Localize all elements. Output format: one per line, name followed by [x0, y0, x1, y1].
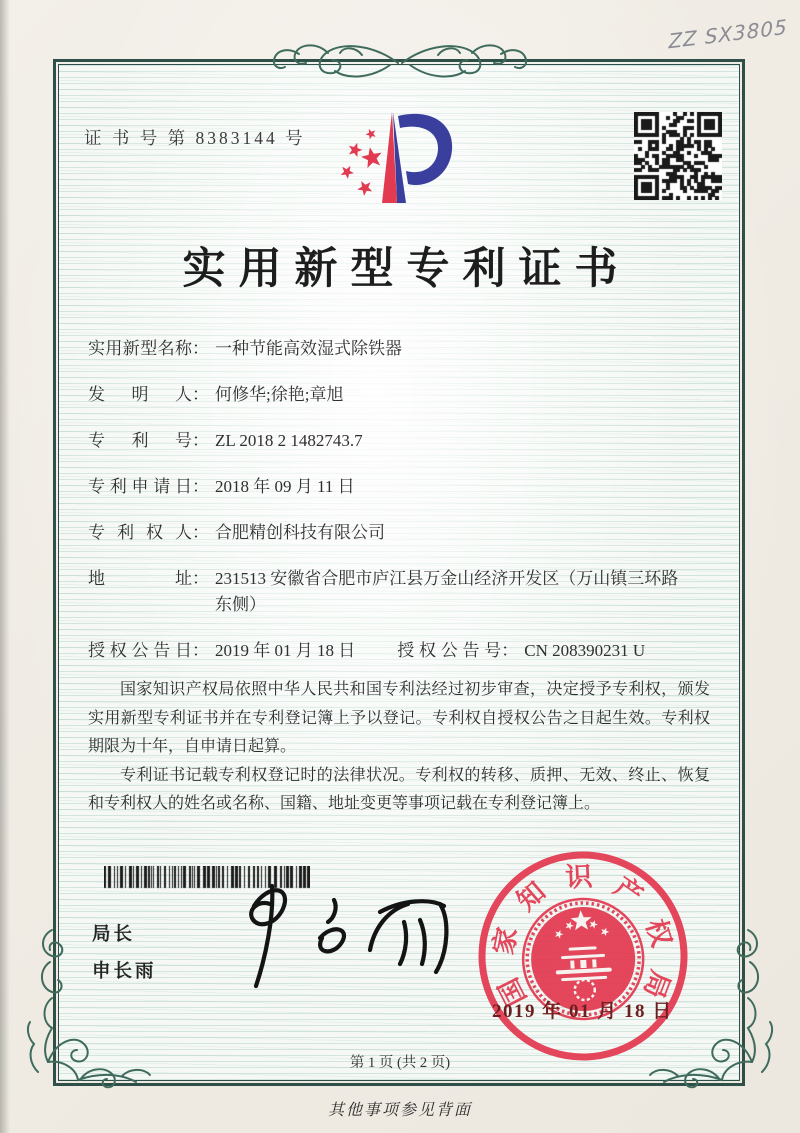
field-colon: ：	[192, 523, 209, 542]
cnipa-logo-icon	[326, 106, 476, 236]
field-label: 授权公告日	[88, 641, 192, 660]
field-row-patentee	[88, 520, 716, 546]
certificate-number: 证 书 号 第 8383144 号	[84, 128, 306, 148]
svg-text:知: 知	[511, 876, 552, 917]
svg-text:权: 权	[640, 915, 677, 951]
field-row-address	[88, 566, 716, 618]
field-label: 发明人	[88, 385, 192, 404]
field-value: 一种节能高效湿式除铁器	[215, 339, 402, 358]
field-label: 专利申请日	[88, 477, 192, 496]
svg-text:局: 局	[637, 966, 676, 1003]
svg-text:家: 家	[488, 924, 523, 958]
director-signature	[212, 866, 452, 998]
field-value: 2018 年 09 月 11 日	[215, 477, 355, 496]
page-number: 第 1 页 (共 2 页)	[349, 1055, 451, 1071]
field-colon: ：	[192, 339, 209, 358]
handwritten-note: ZZ SX3805	[668, 14, 788, 54]
field-value: 何修华;徐艳;章旭	[215, 385, 344, 404]
field-value: 231513 安徽省合肥市庐江县万金山经济开发区（万山镇三环路东侧）	[215, 569, 679, 614]
government-seal	[464, 837, 702, 1075]
field-row-grant	[88, 638, 716, 664]
field-label: 地址	[88, 569, 192, 588]
qr-code	[634, 112, 722, 200]
legal-text	[88, 676, 710, 819]
director-name: 申长雨	[92, 960, 157, 981]
svg-text:识: 识	[564, 861, 594, 893]
legal-paragraph: 国家知识产权局依照中华人民共和国专利法经过初步审查，决定授予专利权，颁发实用新型专利证书并在专利登记簿上予以登记。专利权自授权公告之日起生效。专利权期限为十年，自申请日起算。	[88, 681, 710, 755]
field-row-patent-no	[88, 428, 716, 454]
back-reference-note: 其他事项参见背面	[327, 1102, 472, 1119]
field-colon: ：	[192, 569, 209, 588]
field-colon: ：	[192, 477, 209, 496]
field-value: ZL 2018 2 1482743.7	[215, 431, 363, 450]
field-row-filing-date	[88, 474, 716, 500]
svg-text:国: 国	[493, 973, 533, 1011]
svg-text:产: 产	[608, 871, 648, 912]
director-block	[92, 920, 157, 994]
field-label: 授权公告号	[397, 641, 502, 660]
legal-paragraph: 专利证书记载专利权登记时的法律状况。专利权的转移、质押、无效、终止、恢复和专利权人的姓名或名称、国籍、地址变更等事项记载在专利登记簿上。	[88, 766, 710, 812]
field-colon: ：	[501, 641, 519, 660]
field-label: 实用新型名称	[88, 339, 192, 358]
field-list	[88, 336, 716, 684]
seal-date: 2019 年 01 月 18 日	[492, 1001, 673, 1022]
field-value: CN 208390231 U	[524, 641, 646, 660]
field-label: 专利权人	[88, 523, 192, 542]
field-label: 专利号	[88, 431, 192, 450]
field-value: 2019 年 01 月 18 日	[215, 641, 356, 660]
field-colon: ：	[192, 641, 209, 660]
field-colon: ：	[192, 431, 209, 450]
field-row-name	[88, 336, 716, 362]
certificate-title: 实用新型专利证书	[182, 246, 631, 293]
director-title: 局长	[92, 923, 136, 944]
field-row-inventors	[88, 382, 716, 408]
field-colon: ：	[192, 385, 209, 404]
field-value: 合肥精创科技有限公司	[215, 523, 385, 542]
